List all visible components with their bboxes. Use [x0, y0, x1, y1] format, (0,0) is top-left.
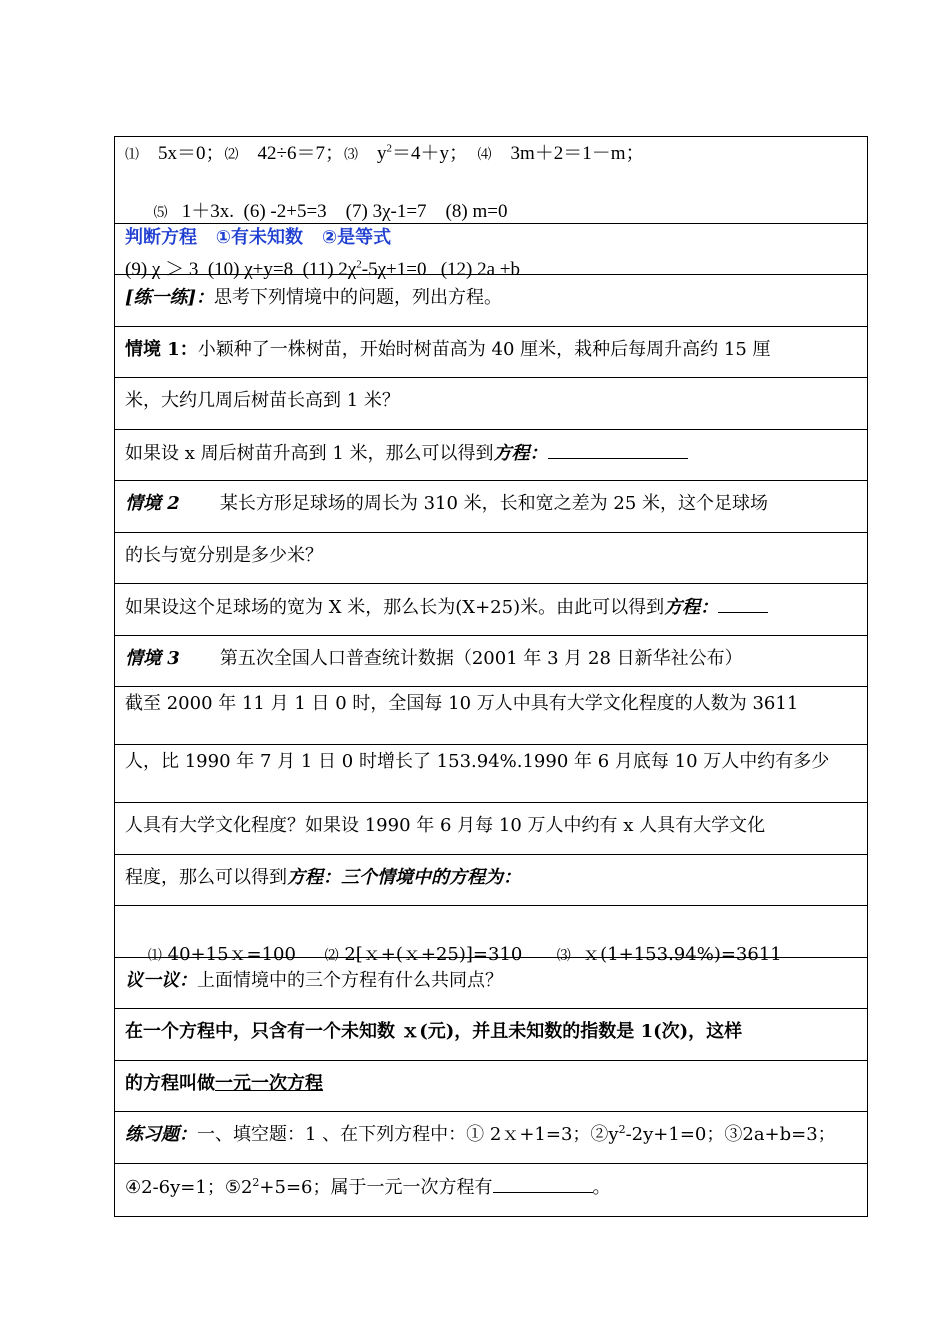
answer-blank[interactable] — [718, 594, 768, 613]
scenario-1-line-2: 米，大约几周后树苗长高到 1 米？ — [115, 378, 867, 430]
scenario-equations-row: ⑴ 40+15ｘ=100 ⑵ 2[ｘ+(ｘ+25)]=310 ⑶ ｘ(1+153.94%)=3611 — [115, 906, 867, 958]
equation-list-line-2: ⑸ 1＋3x. (6) -2+5=3 (7) 3χ-1=7 (8) m=0 — [153, 201, 508, 222]
equation-list-line-1: ⑴ 5x＝0；⑵ 42÷6＝7；⑶ $y^2=4+y$； ⑷ 3m＋2＝1－m； — [125, 142, 645, 164]
scenario-1-line-1: 情境 1：小颖种了一株树苗，开始时树苗高为 40 厘米，栽种后每周升高约 15 厘 — [115, 327, 867, 379]
worksheet-table — [114, 136, 868, 1217]
linear-equation-term: 一元一次方程 — [215, 1072, 323, 1094]
exercise-line-1: 练习题：一、填空题：1 、在下列方程中：① 2ｘ+1=3；$②y^2-2y+1=0$；③2a+b=3； — [115, 1112, 867, 1164]
answer-blank[interactable] — [493, 1174, 593, 1193]
judge-equation-text: 判断方程 ①有未知数 ②是等式 — [125, 227, 392, 248]
scenario-1-line-3: 如果设 x 周后树苗升高到 1 米，那么可以得到方程： — [115, 430, 867, 482]
scenario-3-line-2: 截至 2000 年 11 月 1 日 0 时，全国每 10 万人中具有大学文化程度的人数为 3611 — [115, 687, 867, 745]
answer-blank[interactable] — [548, 440, 688, 459]
exercise-line-2: ④2-6y=1；$⑤2^2+5=6$；属于一元一次方程有 。 — [115, 1164, 867, 1217]
definition-line-1: 在一个方程中，只含有一个未知数 ｘ(元)，并且未知数的指数是 1(次)，这样 — [115, 1009, 867, 1061]
scenario-3-line-5: 程度，那么可以得到方程：三个情境中的方程为： — [115, 855, 867, 907]
scenario-3-line-4: 人具有大学文化程度？如果设 1990 年 6 月每 10 万人中约有 x 人具有大学文化 — [115, 803, 867, 855]
practice-row: [练一练]：思考下列情境中的问题，列出方程。 — [115, 275, 867, 327]
scenario-2-line-1: 情境 2 某长方形足球场的周长为 310 米，长和宽之差为 25 米，这个足球场 — [115, 481, 867, 533]
scenario-3-line-1: 情境 3 第五次全国人口普查统计数据（2001 年 3 月 28 日新华社公布） — [115, 636, 867, 688]
definition-line-2: 的方程叫做一元一次方程 — [115, 1061, 867, 1113]
scenario-3-line-3: 人，比 1990 年 7 月 1 日 0 时增长了 153.94%.1990 年 6 月底每 10 万人中约有多少 — [115, 745, 867, 803]
equation-list-line-3: (9) χ ＞ 3 (10) χ+y=8 (11) $2\chi^2-5\chi+1=0$ (12) 2a +b — [125, 258, 520, 280]
scenario-2-line-2: 的长与宽分别是多少米？ — [115, 533, 867, 585]
discuss-row: 议一议：上面情境中的三个方程有什么共同点？ — [115, 958, 867, 1010]
scenario-2-line-3: 如果设这个足球场的宽为 X 米，那么长为(X+25)米。由此可以得到方程： — [115, 584, 867, 636]
